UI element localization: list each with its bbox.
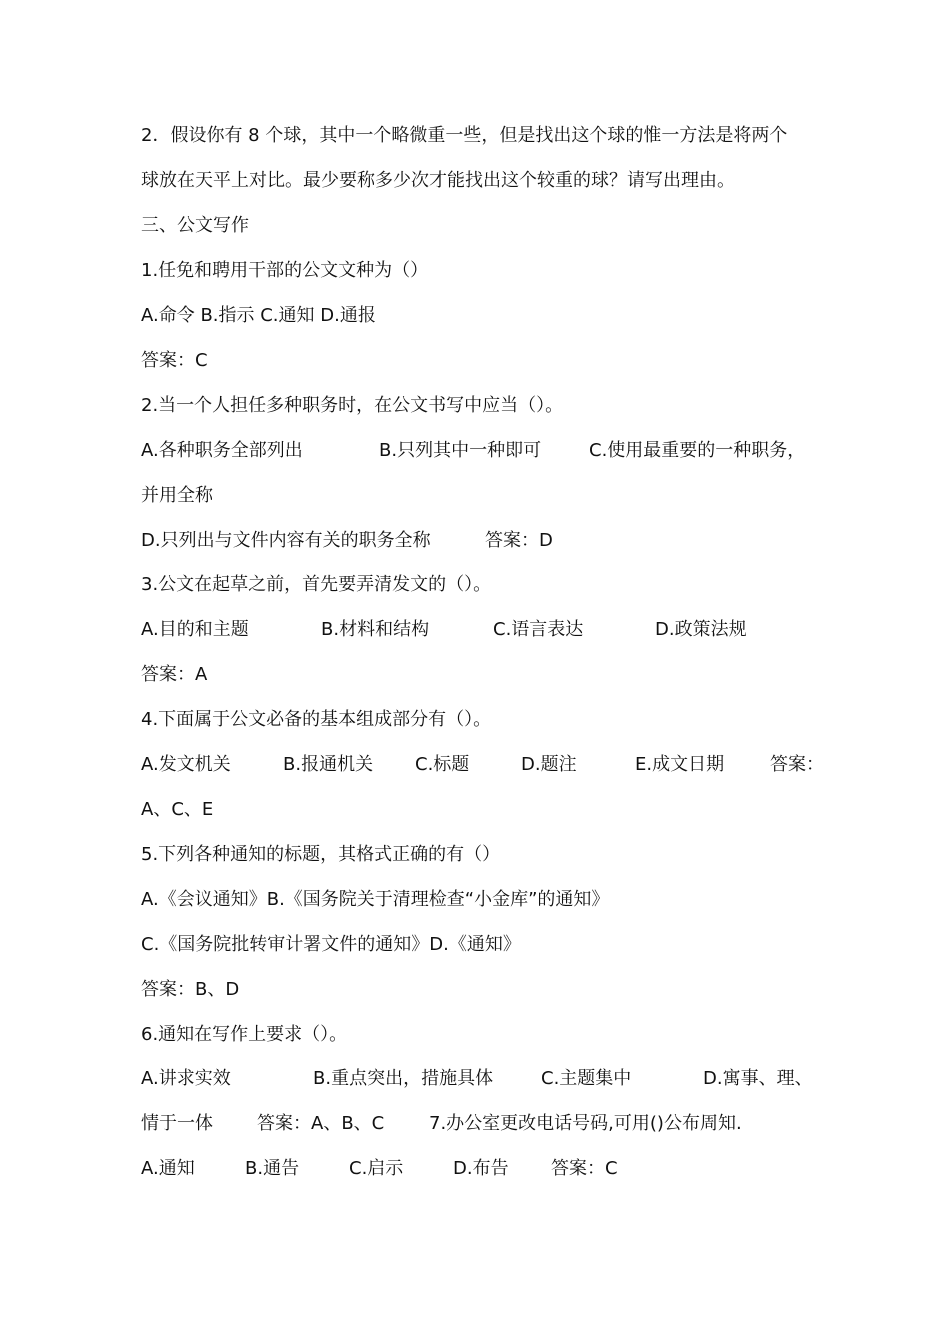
- option-text: A.目的和主题: [141, 619, 249, 640]
- options-text: A.《会议通知》B.《国务院关于清理检查“小金库”的通知》: [141, 889, 610, 910]
- option-text: D.只列出与文件内容有关的职务全称: [141, 530, 431, 551]
- question-text: 2.当一个人担任多种职务时，在公文书写中应当（）。: [141, 395, 564, 416]
- option-text: A.通知: [141, 1158, 195, 1179]
- option-text: 情于一体: [141, 1113, 213, 1134]
- question-text: 6.通知在写作上要求（）。: [141, 1024, 348, 1045]
- option-text: A.发文机关: [141, 754, 231, 775]
- option-text: C.标题: [415, 754, 470, 775]
- option-text: A.讲求实效: [141, 1068, 231, 1089]
- question-text: 5.下列各种通知的标题，其格式正确的有（）: [141, 844, 501, 865]
- answer-text: 答案：D: [485, 530, 553, 551]
- section-heading: 三、公文写作: [141, 215, 249, 236]
- options-text: C.《国务院批转审计署文件的通知》D.《通知》: [141, 934, 521, 955]
- option-text: B.重点突出，措施具体: [313, 1068, 494, 1089]
- question-text: 3.公文在起草之前，首先要弄清发文的（）。: [141, 574, 492, 595]
- question-text: 1.任免和聘用干部的公文文种为（）: [141, 260, 429, 281]
- answer-text: 答案：: [770, 754, 824, 775]
- answer-text: 答案：A: [141, 664, 208, 685]
- text-line: 并用全称: [141, 485, 213, 506]
- answer-text: A、C、E: [141, 799, 214, 820]
- option-text: D.题注: [521, 754, 577, 775]
- answer-text: 答案：B、D: [141, 979, 240, 1000]
- answer-text: 答案：C: [551, 1158, 618, 1179]
- options-text: A.命令 B.指示 C.通知 D.通报: [141, 305, 376, 326]
- question-text: 7.办公室更改电话号码,可用()公布周知.: [429, 1113, 742, 1134]
- option-text: B.材料和结构: [321, 619, 430, 640]
- option-text: E.成文日期: [635, 754, 725, 775]
- option-text: C.语言表达: [493, 619, 584, 640]
- option-text: C.主题集中: [541, 1068, 632, 1089]
- text-line: 球放在天平上对比。最少要称多少次才能找出这个较重的球？请写出理由。: [141, 170, 735, 191]
- option-text: C.启示: [349, 1158, 404, 1179]
- option-text: C.使用最重要的一种职务，: [589, 440, 806, 461]
- answer-text: 答案：A、B、C: [257, 1113, 385, 1134]
- option-text: B.报通机关: [283, 754, 374, 775]
- option-text: D.政策法规: [655, 619, 747, 640]
- option-text: D.寓事、理、: [703, 1068, 813, 1089]
- option-text: A.各种职务全部列出: [141, 440, 303, 461]
- option-text: D.布告: [453, 1158, 509, 1179]
- answer-text: 答案：C: [141, 350, 208, 371]
- option-text: B.通告: [245, 1158, 300, 1179]
- question-text: 4.下面属于公文必备的基本组成部分有（）。: [141, 709, 492, 730]
- text-line: 2．假设你有 8 个球，其中一个略微重一些，但是找出这个球的惟一方法是将两个: [141, 125, 788, 146]
- option-text: B.只列其中一种即可: [379, 440, 542, 461]
